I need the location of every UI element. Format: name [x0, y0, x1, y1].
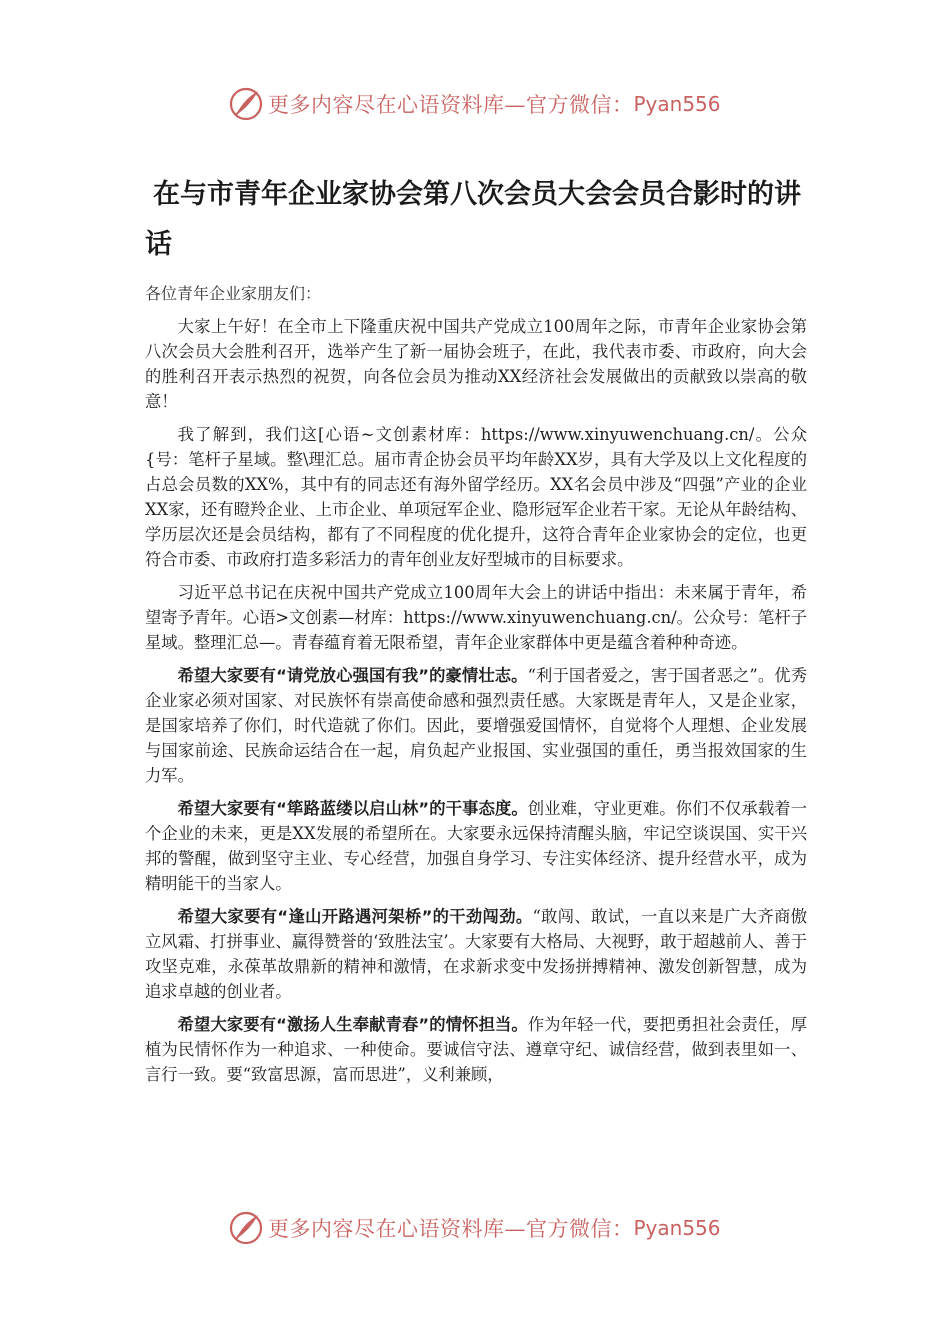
paragraph-text: 创业难，守业更难。你们不仅承载着一个企业的未来，更是XX发展的希望所在。大家要永远保持清醒头脑，牢记空谈误国、实干兴邦的警醒，做到坚守主业、专心经营，加强自身学习、专注实体经济、提升经营水平，成为精明能干的当家人。 — [145, 799, 807, 893]
banner-wechat-id: Pyan556 — [633, 92, 721, 116]
header-banner — [228, 84, 721, 124]
paragraph-3 — [145, 580, 807, 655]
paragraph-heading: 希望大家要有“筚路蓝缕以启山林”的干事态度。 — [177, 799, 528, 818]
paragraph-5 — [145, 796, 807, 896]
paragraph-1 — [145, 314, 807, 414]
paragraph-4 — [145, 663, 807, 788]
paragraph-6 — [145, 904, 807, 1004]
quill-logo-icon — [228, 1210, 264, 1246]
banner-text: 更多内容尽在心语资料库—官方微信： — [268, 1217, 634, 1241]
footer-banner — [228, 1208, 721, 1248]
banner-wechat-id: Pyan556 — [633, 1216, 721, 1240]
paragraph-heading: 希望大家要有“逢山开路遇河架桥”的干劲闯劲。 — [177, 907, 533, 926]
banner-text: 更多内容尽在心语资料库—官方微信： — [268, 93, 634, 117]
paragraph-text: 作为年轻一代，要把勇担社会责任，厚植为民情怀作为一种追求、一种使命。要诚信守法、遵章守纪、诚信经营，做到表里如一、言行一致。要“致富思源，富而思进”，义利兼顾， — [145, 1015, 807, 1084]
paragraph-text: “敢闯、敢试，一直以来是广大齐商傲立风霜、打拼事业、赢得赞誉的‘致胜法宝’。大家要有大格局、大视野，敢于超越前人、善于攻坚克难，永葆革故鼎新的精神和激情，在求新求变中发扬拼搏精神、激发创新智慧，成为追求卓越的创业者。 — [145, 907, 807, 1001]
paragraph-text: “利于国者爱之，害于国者恶之”。优秀企业家必须对国家、对民族怀有崇高使命感和强烈责任感。大家既是青年人，又是企业家，是国家培养了你们，时代造就了你们。因此，要增强爱国情怀，自觉将个人理想、企业发展与国家前途、民族命运结合在一起，肩负起产业报国、实业强国的重任，勇当报效国家的生力军。 — [145, 666, 808, 785]
paragraph-heading: 希望大家要有“激扬人生奉献青春”的情怀担当。 — [177, 1015, 528, 1034]
salutation: 各位青年企业家朋友们： — [145, 284, 322, 303]
document-body — [145, 170, 807, 1095]
paragraph-text: 我了解到，我们这[心语~文创素材库：https://www.xinyuwenchuang.cn/。公众{号：笔杆子星域。整\理汇总。届市青企协会员平均年龄XX岁，具有大学及以上文化程度的占总会员数的XX%，其中有的同志还有海外留学经历。XX名会员中涉及“四强”产业的企业XX家，还有瞪羚企业、上市企业、单项冠军企业、隐形冠军企业若干家。无论从年龄结构、学历层次还是会员结构，都有了不同程度的优化提升，这符合青年企业家协会的定位，也更符合市委、市政府打造多彩活力的青年创业友好型城市的目标要求。 — [145, 425, 807, 569]
document-title: 在与市青年企业家协会第八次会员大会会员合影时的讲话 — [145, 179, 801, 260]
paragraph-7 — [145, 1012, 807, 1087]
quill-logo-icon — [228, 86, 264, 122]
paragraph-2 — [145, 422, 807, 572]
paragraph-heading: 希望大家要有“请党放心强国有我”的豪情壮志。 — [177, 666, 528, 685]
paragraph-text: 习近平总书记在庆祝中国共产党成立100周年大会上的讲话中指出：未来属于青年，希望寄予青年。心语>文创素—材库：https://www.xinyuwenchuang.cn/。公众号：笔杆子星域。整理汇总—。青春蕴育着无限希望，青年企业家群体中更是蕴含着种种奇迹。 — [145, 583, 807, 652]
paragraph-text: 大家上午好！在全市上下隆重庆祝中国共产党成立100周年之际，市青年企业家协会第八次会员大会胜利召开，选举产生了新一届协会班子，在此，我代表市委、市政府，向大会的胜利召开表示热烈的祝贺，向各位会员为推动XX经济社会发展做出的贡献致以崇高的敬意！ — [145, 317, 807, 411]
